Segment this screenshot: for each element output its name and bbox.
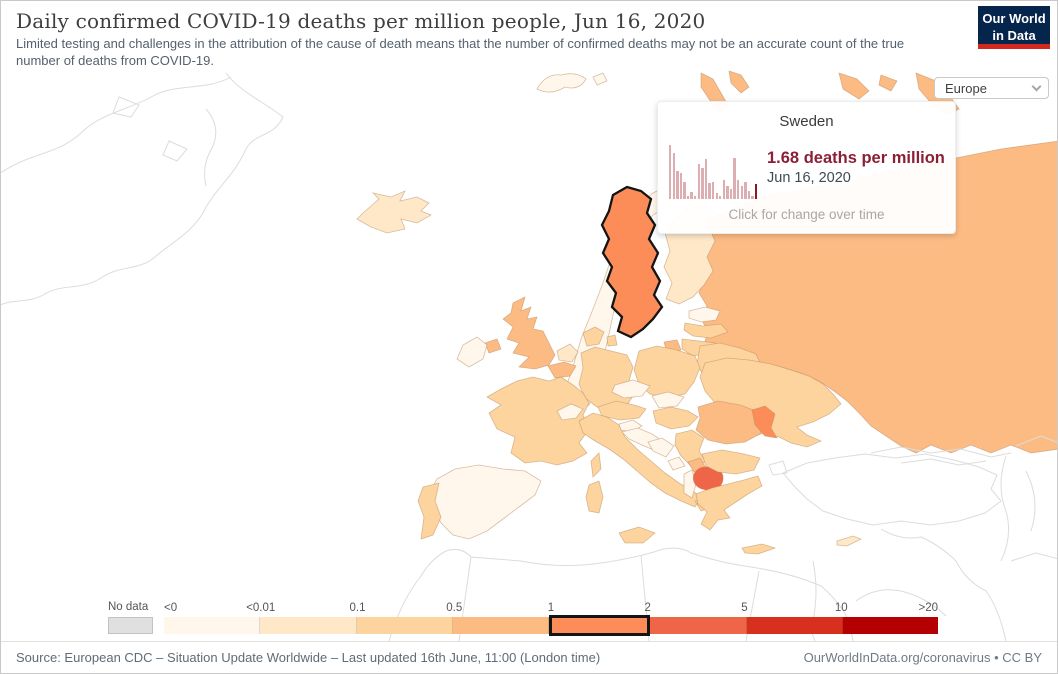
legend-tick-label: 2	[644, 602, 651, 614]
legend-segment[interactable]	[453, 617, 549, 634]
sparkline-bar	[687, 196, 689, 199]
legend-tick-label: 10	[834, 602, 848, 614]
chart-header	[1, 1, 1057, 70]
sparkline-bar	[673, 153, 675, 199]
chart-title: Daily confirmed COVID-19 deaths per million people, Jun 16, 2020	[16, 9, 706, 33]
sparkline-bar	[708, 183, 710, 199]
owid-logo[interactable]	[978, 6, 1050, 49]
country-bosnia[interactable]	[648, 438, 674, 457]
sparkline-bar	[723, 180, 725, 199]
country-montenegro[interactable]	[668, 457, 685, 470]
chevron-down-icon	[1032, 81, 1042, 91]
sparkline-bar	[716, 193, 718, 199]
sparkline-bar	[701, 168, 703, 199]
chart-subtitle: Limited testing and challenges in the attribution of the cause of death means that the number of confirmed deaths may not be an accurate count of the true number of deaths from COVID-19.	[16, 36, 905, 68]
sparkline-bar	[730, 189, 732, 199]
legend-tick-label: <0	[164, 602, 178, 614]
sparkline-bar	[698, 164, 700, 199]
region-dropdown-value: Europe	[945, 80, 987, 96]
legend-tick-label: >20	[918, 602, 938, 614]
legend-no-data-label: No data	[108, 601, 149, 613]
map-tooltip	[657, 101, 956, 234]
legend-segment[interactable]	[357, 617, 453, 634]
sparkline-bar	[683, 182, 685, 199]
footer-credit-link[interactable]: OurWorldInData.org/coronavirus • CC BY	[803, 650, 1042, 665]
sparkline-bar	[705, 159, 707, 199]
country-spain[interactable]	[429, 465, 541, 539]
sparkline-bar	[755, 184, 757, 199]
sparkline-bar	[733, 158, 735, 199]
region-dropdown[interactable]	[934, 77, 1049, 99]
sparkline-bar	[694, 196, 696, 199]
sparkline-bar	[669, 145, 671, 199]
country-ireland[interactable]	[457, 337, 487, 367]
legend-segment[interactable]	[843, 617, 938, 634]
owid-logo-accent-bar	[978, 44, 1050, 49]
chart-footer	[1, 641, 1057, 673]
legend-tick-label: 0.5	[446, 602, 463, 614]
legend-segment[interactable]	[164, 617, 260, 634]
legend-tick-label: <0.01	[246, 602, 276, 614]
legend-no-data-swatch[interactable]	[108, 617, 153, 634]
country-france[interactable]	[487, 377, 589, 465]
coastline-central-asia	[1011, 436, 1058, 561]
country-northern-ireland[interactable]	[485, 339, 501, 353]
country-turkey-nodata[interactable]	[769, 454, 1001, 525]
country-united-kingdom[interactable]	[503, 297, 555, 369]
owid-logo-line1: Our World	[982, 11, 1046, 27]
legend-tick-labels	[164, 602, 938, 616]
country-svalbard[interactable]	[537, 73, 607, 92]
tooltip-value: 1.68 deaths per million	[767, 149, 945, 167]
legend-segment[interactable]	[549, 615, 650, 636]
footer-source: Source: European CDC – Situation Update Worldwide – Last updated 16th June, 11:00 (London time)	[16, 650, 601, 665]
tooltip-hint: Click for change over time	[728, 207, 885, 222]
sparkline-bar	[748, 191, 750, 199]
country-iceland[interactable]	[357, 191, 431, 233]
sparkline-bar	[690, 192, 692, 199]
sparkline-bar	[680, 173, 682, 199]
coastline-greenland-fjords	[113, 97, 216, 186]
country-cyprus[interactable]	[837, 536, 861, 546]
legend-segment[interactable]	[747, 617, 843, 634]
sparkline-bar	[726, 186, 728, 199]
sparkline-bar	[676, 171, 678, 200]
legend-segment[interactable]	[260, 617, 356, 634]
tooltip-country-name: Sweden	[779, 113, 834, 130]
sparkline-bar	[744, 182, 746, 199]
tooltip-sparkline	[669, 142, 761, 199]
owid-logo-line2: in Data	[992, 27, 1036, 43]
legend-tick-label: 0.1	[349, 602, 366, 614]
tooltip-date: Jun 16, 2020	[767, 170, 851, 186]
sparkline-bar	[719, 196, 721, 199]
sparkline-bar	[737, 180, 739, 199]
legend-color-bar	[164, 617, 938, 634]
sparkline-bar	[751, 196, 753, 199]
country-hungary[interactable]	[653, 407, 698, 429]
legend-tick-label: 1	[547, 602, 555, 614]
sparkline-bar	[712, 182, 714, 199]
sparkline-bar	[741, 186, 743, 199]
legend-segment[interactable]	[650, 617, 746, 634]
legend-tick-label: 5	[741, 602, 748, 614]
coastline-greenland	[1, 73, 283, 307]
